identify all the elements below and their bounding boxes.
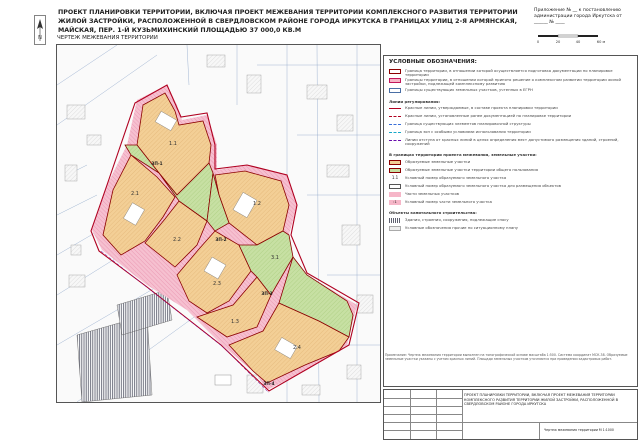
legend-text: Условный номер части земельного участка	[405, 199, 492, 204]
zone-label: ЗП-3	[261, 291, 273, 296]
large-buildings	[77, 290, 172, 402]
plot-label: 2.1	[131, 191, 139, 197]
title-block	[383, 389, 638, 440]
map-canvas	[57, 45, 380, 402]
plot-label: 1.1	[169, 141, 177, 147]
legend-text: Части земельных участков	[405, 191, 460, 196]
zone-label: ЗП-4	[263, 381, 275, 386]
legend-symbol	[389, 69, 401, 74]
legend-text: Граница существующих элементов планировочной структуры	[405, 121, 531, 126]
legend-symbol	[389, 88, 401, 93]
scale-label-3: 60 м	[596, 40, 606, 44]
legend-text: Граница территории, в отношении которой осуществляется подготовка документации по планировке территории	[405, 68, 613, 77]
plot-label: 1.3	[231, 319, 239, 325]
legend-symbol: 1.1	[391, 175, 399, 180]
legend-text: Образуемые земельные участки	[405, 159, 471, 164]
legend-symbol	[389, 184, 401, 189]
map-frame	[56, 44, 381, 403]
plot-label: 2.4	[293, 345, 301, 351]
notes-text: Примечание: Чертеж межевания территории выполнен на топографической основе масштаба 1:500. Система координат МСК-38. Образуемые земельные участки указаны с учетом красных линий. Площади земельных участков уточняются при проведении кадастровых работ.	[385, 353, 628, 361]
legend-symbol	[389, 168, 401, 173]
zone-label: ЗП-1	[151, 161, 163, 166]
plot-label: 1.2	[253, 201, 261, 207]
scale-bar	[535, 33, 625, 45]
title-block-text: ПРОЕКТ ПЛАНИРОВКИ ТЕРРИТОРИИ, ВКЛЮЧАЯ ПРОЕКТ МЕЖЕВАНИЯ ТЕРРИТОРИИ КОМПЛЕКСНОГО РАЗВИТИЯ ТЕРРИТОРИИ ЖИЛОЙ ЗАСТРОЙКИ, РАСПОЛОЖЕННОЙ В СВЕРДЛОВСКОМ РАЙОНЕ ГОРОДА ИРКУТСКА	[464, 393, 619, 406]
plot-label: 2.3	[213, 281, 221, 287]
north-arrow-icon	[34, 15, 46, 45]
legend-text: Условный номер образуемого земельного участка для размещения объектов	[405, 183, 561, 188]
scale-label-1: 20	[555, 40, 561, 44]
legend-symbol	[389, 106, 401, 109]
legend-symbol	[389, 160, 401, 165]
plot-label: 2.2	[173, 237, 181, 243]
legend-symbol	[389, 138, 401, 141]
legend-text: Здания, строения, сооружения, подлежащие сносу	[405, 217, 509, 222]
legend-text: Образуемые земельные участки территории общего пользования	[405, 167, 539, 172]
legend-symbol	[389, 130, 401, 133]
legend-section-lines: Линии регулирования:	[389, 99, 441, 104]
legend-symbol: :1	[389, 200, 401, 205]
legend-panel	[383, 55, 638, 387]
plot-label: 3.1	[271, 255, 279, 261]
title-block-sheet: Чертеж межевания территории М 1:1000	[544, 428, 614, 432]
legend-text: Красные линии, установленные ранее документацией по планировке территории	[405, 113, 572, 118]
legend-symbol	[389, 122, 401, 125]
legend-text: Границы территории, в отношении которой принято решение о комплексном развитии территории жилой застройки, подлежащей комплексному развитию	[405, 77, 621, 86]
legend-title: УСЛОВНЫЕ ОБОЗНАЧЕНИЯ:	[389, 59, 477, 65]
legend-section-objects: Объекты капитального строительства:	[389, 210, 477, 215]
legend-text: Граница зон с особыми условиями использования территории	[405, 129, 531, 134]
legend-symbol	[389, 226, 401, 231]
legend-symbol	[389, 192, 401, 197]
legend-symbol	[389, 114, 401, 117]
legend-text: Условный номер образуемого земельного участка	[405, 175, 507, 180]
legend-text: Условные обозначения прочие по ситуационному плану	[405, 225, 519, 230]
legend-text: Красные линии, утверждаемые, в составе проекта планировки территории	[405, 105, 558, 110]
legend-text: Линии отступа от красных линий в целях определения мест допустимого размещения зданий, строений, сооружений	[405, 137, 619, 146]
legend-symbol	[389, 218, 401, 223]
legend-section-plots: В границах территории проекта межевания, земельные участки:	[389, 152, 537, 157]
document-title: ПРОЕКТ ПЛАНИРОВКИ ТЕРРИТОРИИ, ВКЛЮЧАЯ ПРОЕКТ МЕЖЕВАНИЯ ТЕРРИТОРИИ КОМПЛЕКСНОГО РАЗВИТИЯ ТЕРРИТОРИИ ЖИЛОЙ ЗАСТРОЙКИ, РАСПОЛОЖЕННОЙ В СВЕРДЛОВСКОМ РАЙОНЕ ГОРОДА ИРКУТСКА В ГРАНИЦАХ УЛИЦ 2-Я АРМЯНСКАЯ, МАЙСКАЯ, ПЕР. 1-Й КУЗЬМИХИНСКИЙ ПЛОЩАДЬЮ 37 000,0 КВ.М	[58, 9, 518, 34]
scale-label-0: 0	[536, 40, 540, 44]
legend-symbol	[389, 78, 401, 83]
zone-label: ЗП-2	[215, 237, 227, 242]
north-label: N	[38, 35, 42, 41]
appendix-note: Приложение № __ к постановлению администрации города Иркутска от ______ № ____	[534, 8, 622, 25]
legend-text: Границы существующих земельных участков, учтенных в ЕГРН	[405, 87, 533, 92]
scale-label-2: 40	[575, 40, 581, 44]
sheet-name: ЧЕРТЕЖ МЕЖЕВАНИЯ ТЕРРИТОРИИ	[57, 35, 158, 41]
